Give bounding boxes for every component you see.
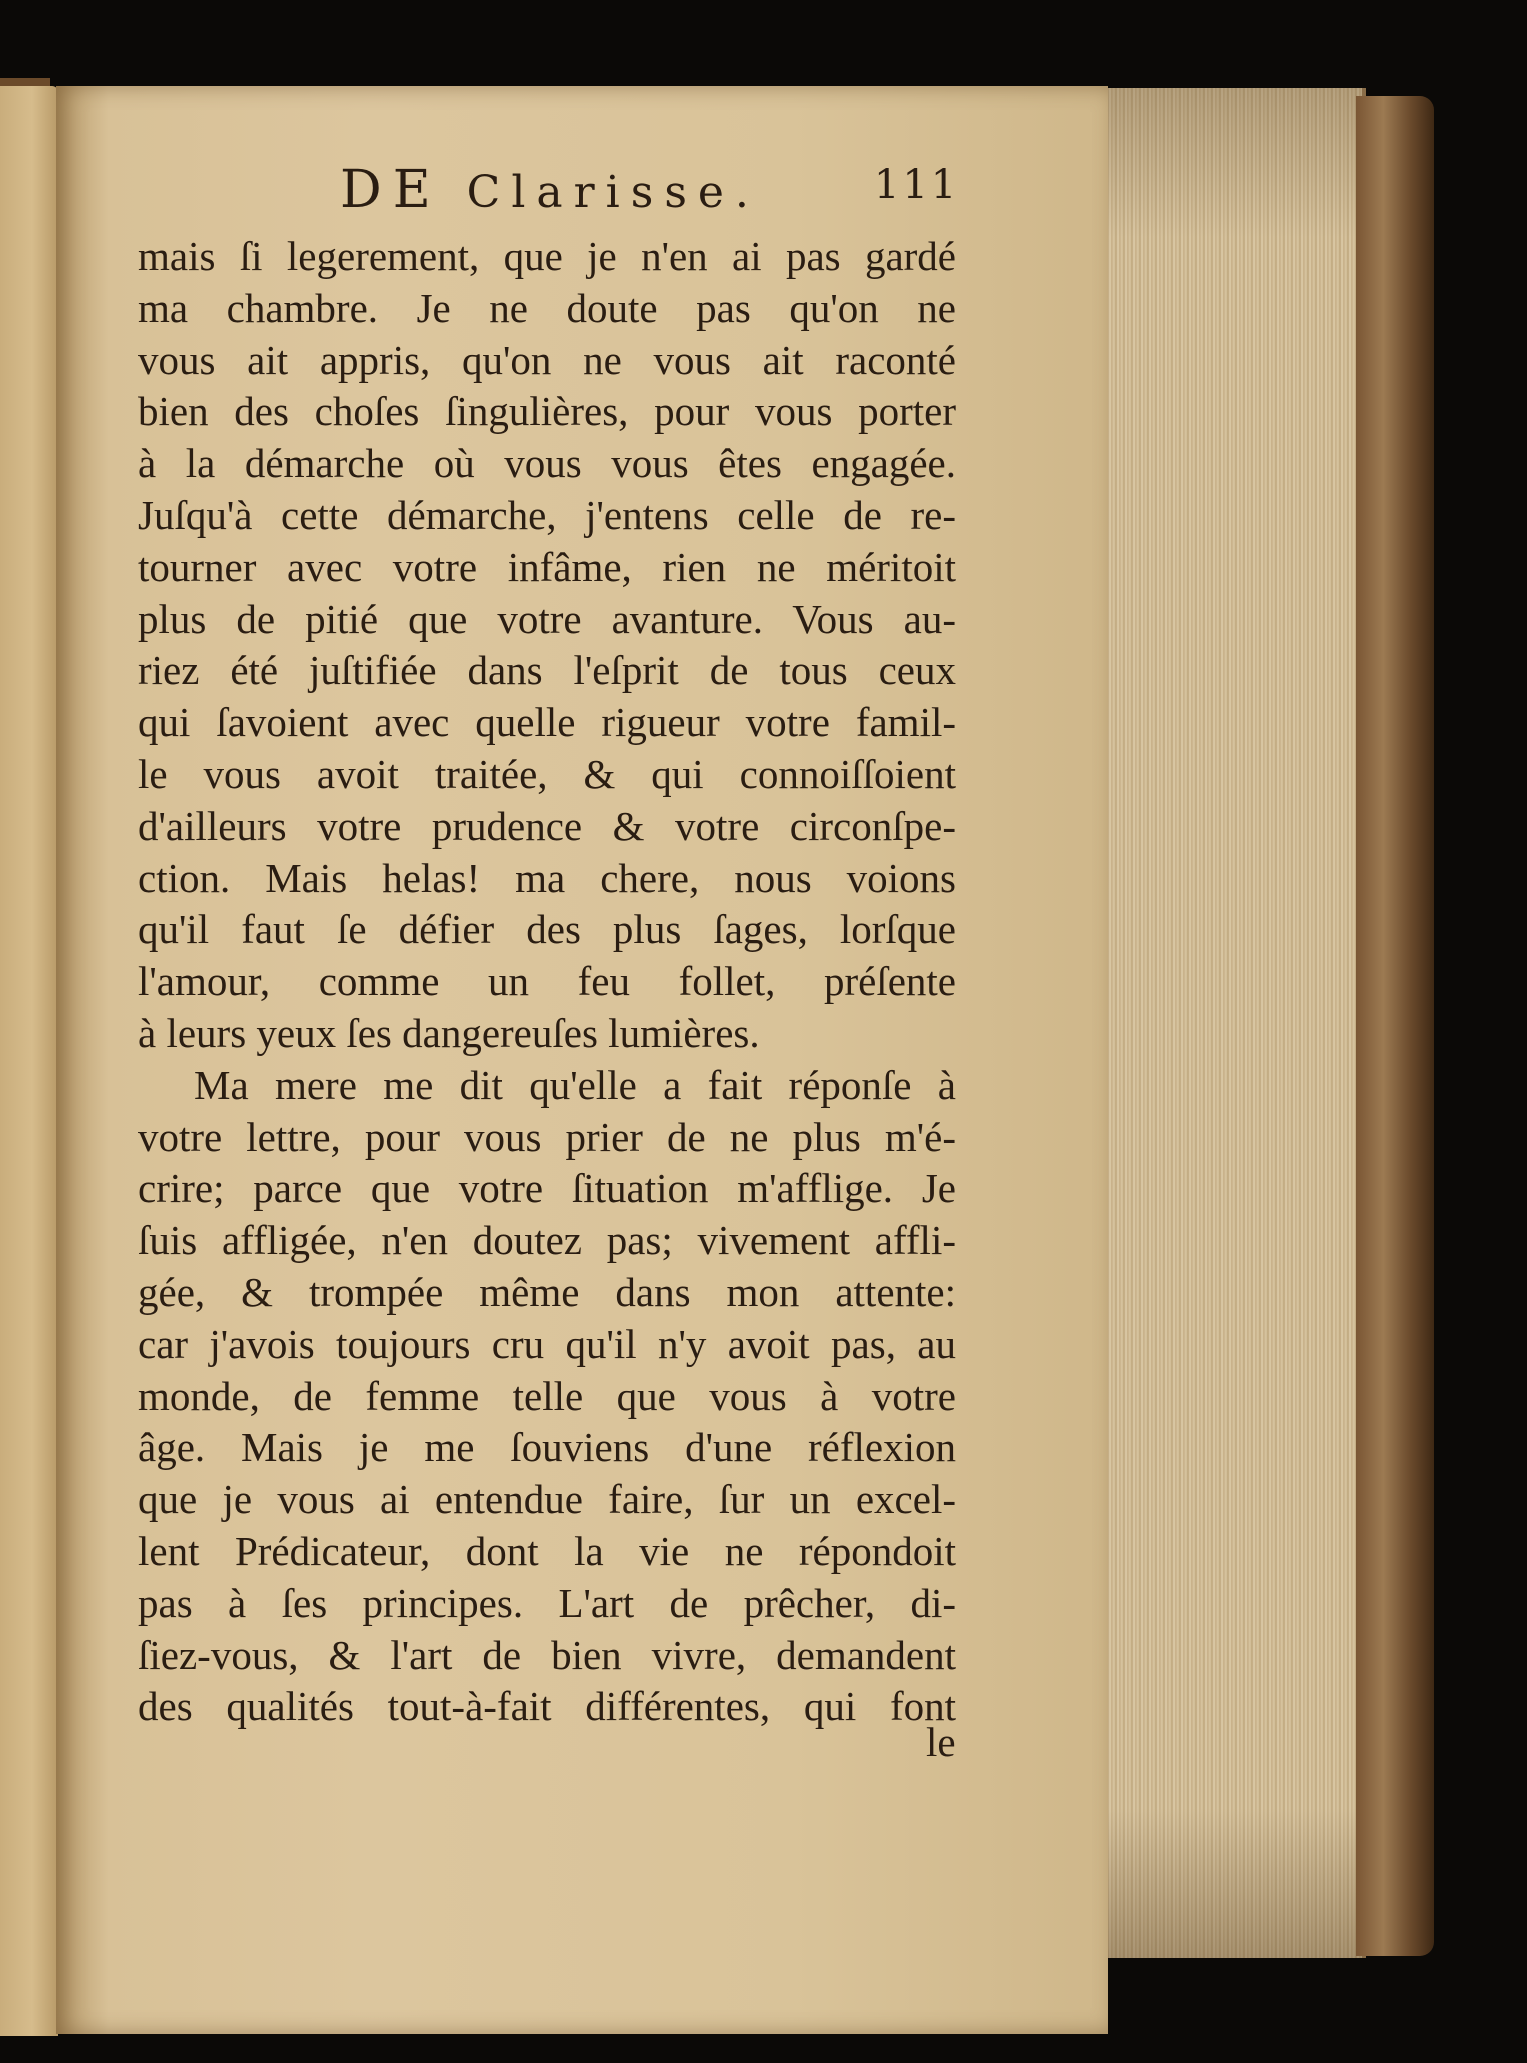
text-line: riez été juſtifiée dans l'eſprit de tous ceux [138, 647, 956, 694]
text-line: vous ait appris, qu'on ne vous ait raconté [138, 336, 956, 383]
text-line: car j'avois toujours cru qu'il n'y avoit pas, au [138, 1320, 956, 1367]
text-line: tourner avec votre infâme, rien ne méritoit [138, 543, 956, 590]
text-line: gée, & trompée même dans mon attente: [138, 1268, 956, 1315]
text-line: bien des choſes ſingulières, pour vous porter [138, 388, 956, 435]
text-line: crire; parce que votre ſituation m'afflige. Je [138, 1165, 956, 1212]
text-line: que je vous ai entendue faire, ſur un excel- [138, 1476, 956, 1523]
text-line: qu'il faut ſe défier des plus ſages, lorſque [138, 906, 956, 953]
text-line: qui ſavoient avec quelle rigueur votre famil- [138, 699, 956, 746]
text-line: le vous avoit traitée, & qui connoiſſoient [138, 750, 956, 797]
text-line: votre lettre, pour vous prier de ne plus m'é- [138, 1113, 956, 1160]
text-line: Juſqu'à cette démarche, j'entens celle de re- [138, 491, 956, 538]
catchword: le [926, 1719, 956, 1765]
text-line: âge. Mais je me ſouviens d'une réflexion [138, 1424, 956, 1471]
text-line: monde, de femme telle que vous à votre [138, 1372, 956, 1419]
text-line: plus de pitié que votre avanture. Vous au- [138, 595, 956, 642]
text-line: ction. Mais helas! ma chere, nous voions [138, 854, 956, 901]
text-line: à leurs yeux ſes dangereuſes lumières. [138, 1009, 760, 1056]
page-number: 111 [874, 162, 960, 208]
text-line: des qualités tout-à-fait différentes, qui font [138, 1683, 956, 1730]
running-head [340, 160, 760, 220]
text-line: l'amour, comme un feu follet, préſente [138, 958, 956, 1005]
text-line: ma chambre. Je ne doute pas qu'on ne [138, 284, 956, 331]
text-line: lent Prédicateur, dont la vie ne répondoit [138, 1527, 956, 1574]
running-head-lead: DE [340, 160, 442, 220]
body-text [138, 231, 956, 1733]
text-line: pas à ſes principes. L'art de prêcher, di- [138, 1579, 956, 1626]
running-head-title: Clarisse. [466, 167, 760, 218]
text-line: mais ſi legerement, que je n'en ai pas gardé [138, 233, 956, 279]
text-line: Ma mere me dit qu'elle a fait réponſe à [194, 1061, 956, 1108]
leather-binding [1356, 96, 1434, 1956]
text-line: à la démarche où vous vous êtes engagée. [138, 440, 956, 487]
text-line: d'ailleurs votre prudence & votre circonſpe- [138, 802, 956, 849]
text-line: ſuis affligée, n'en doutez pas; vivement affli- [138, 1217, 956, 1264]
text-line: ſiez-vous, & l'art de bien vivre, demandent [138, 1631, 956, 1678]
previous-page-edge [0, 86, 58, 2036]
page-block-shadow [1104, 88, 1362, 1958]
